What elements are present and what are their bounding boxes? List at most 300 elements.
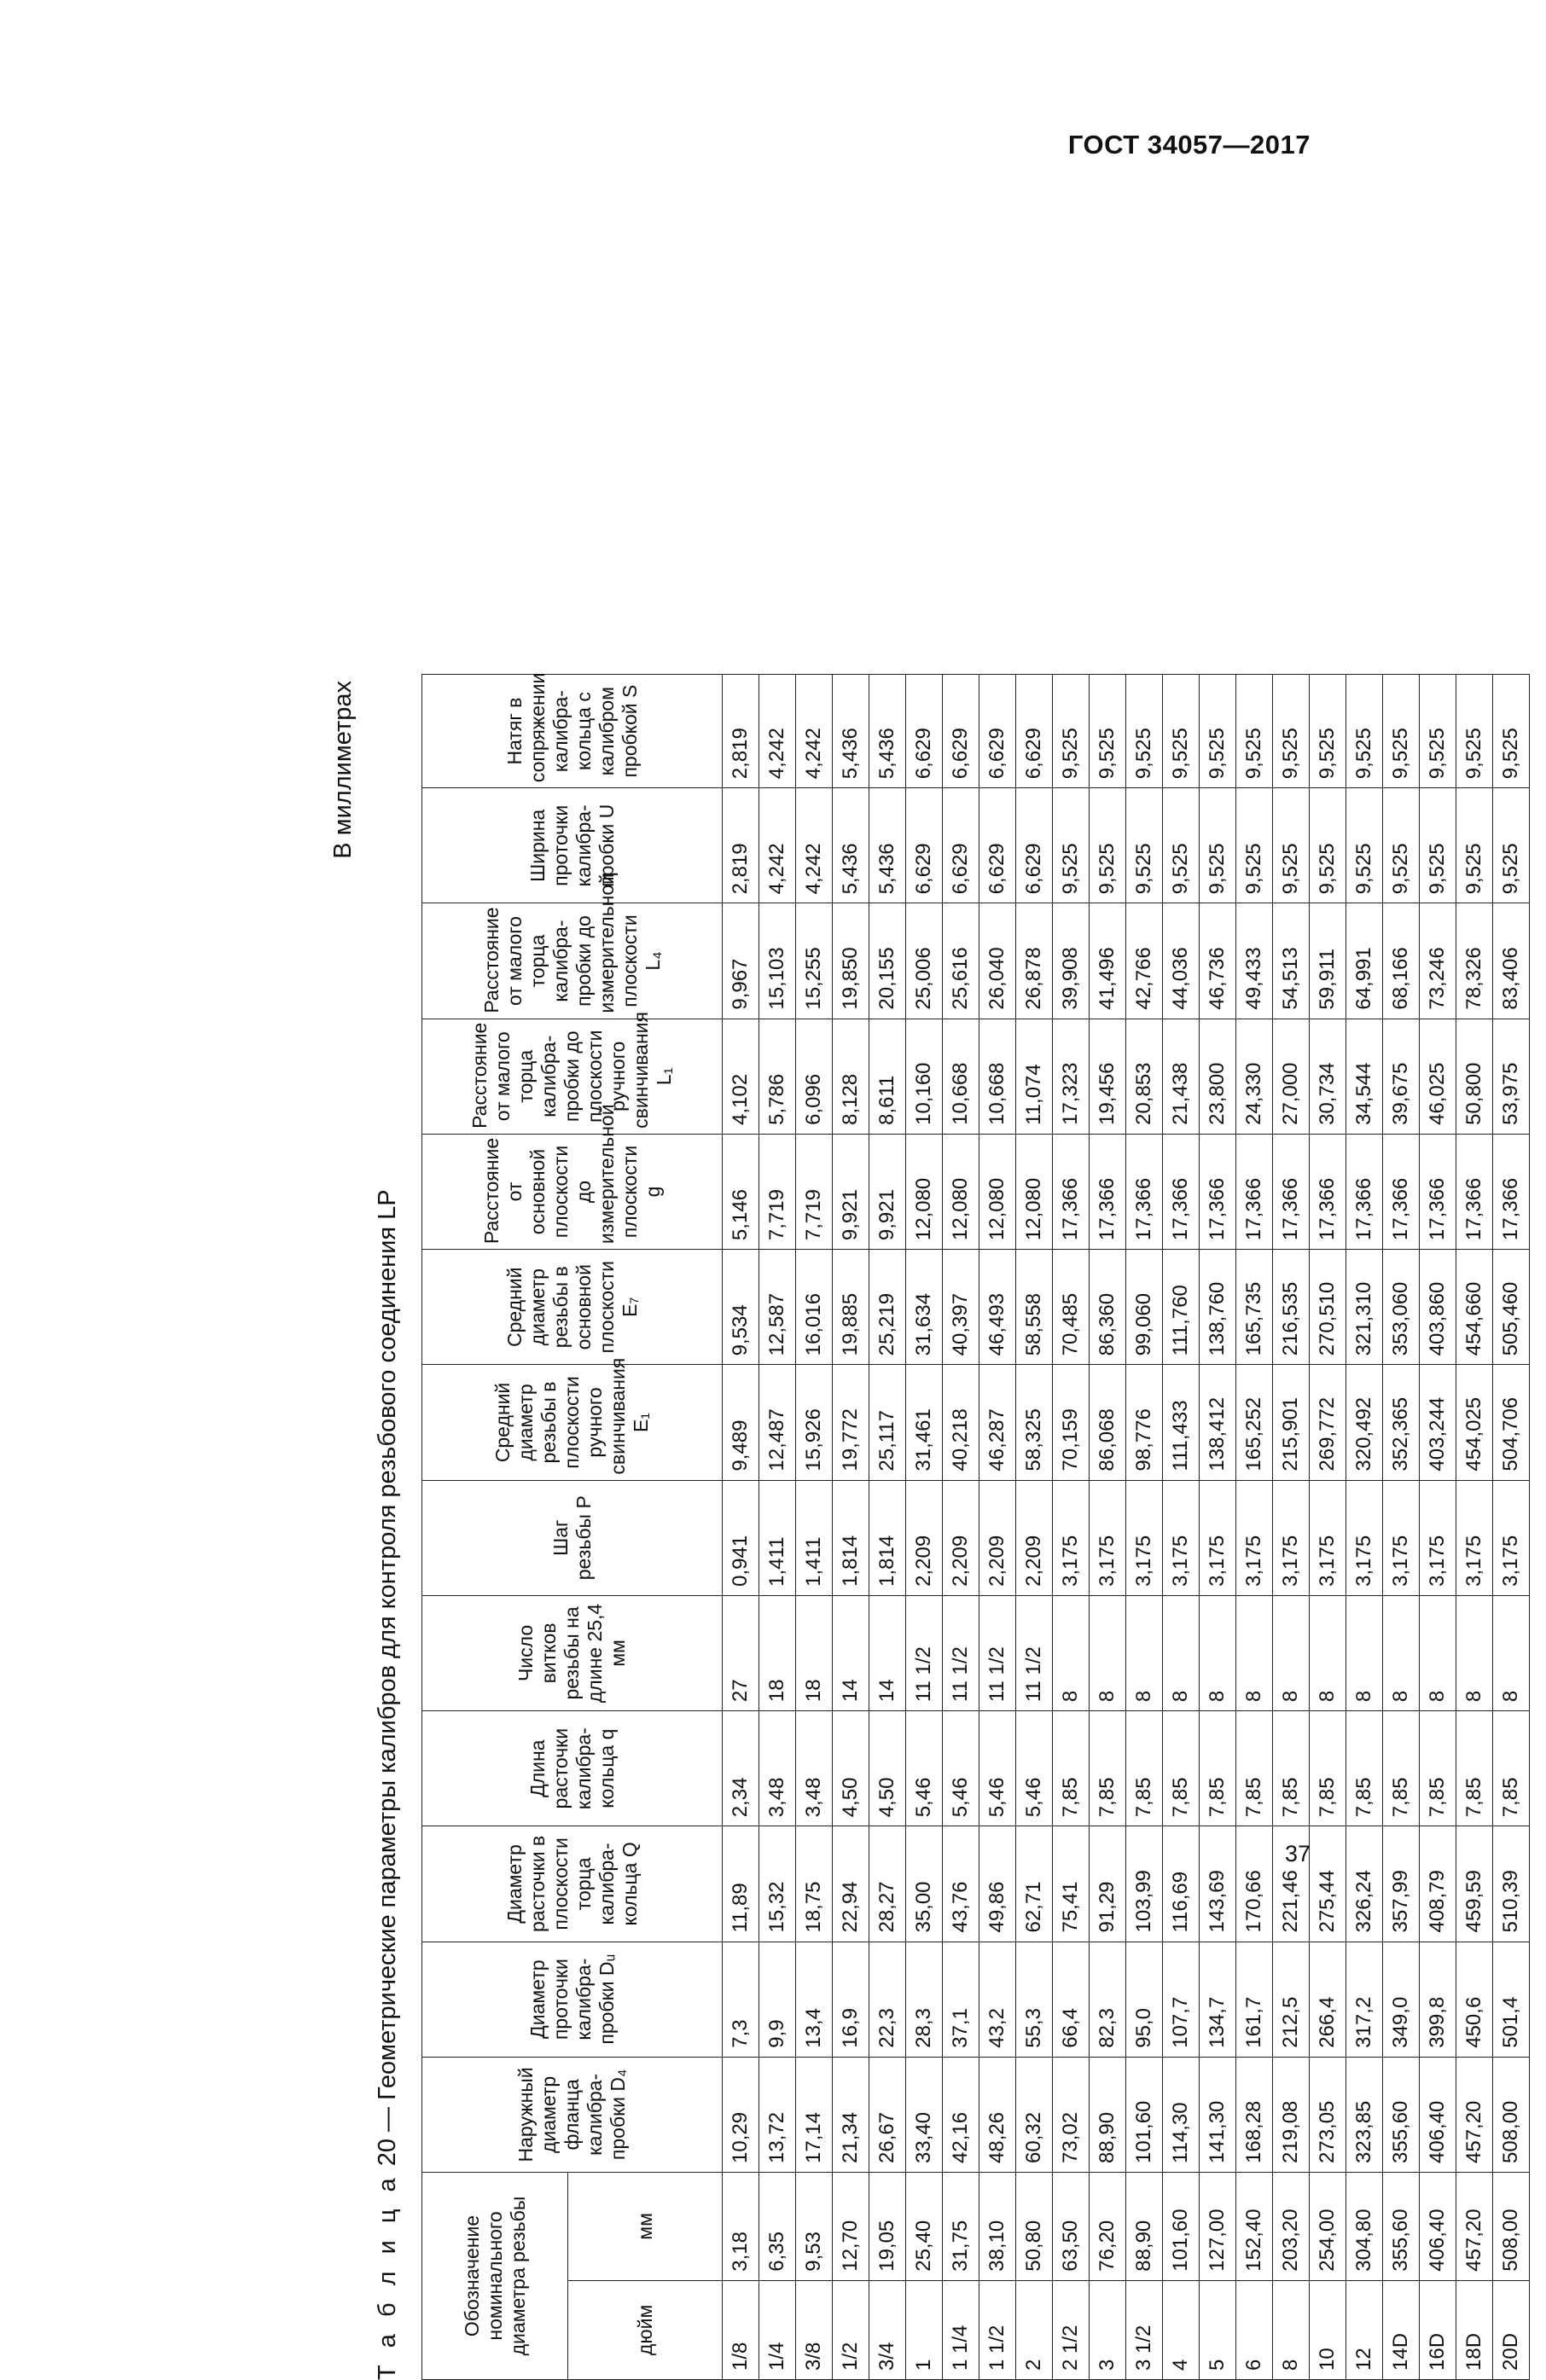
table-cell: 3,175 [1053,1480,1090,1595]
table-cell: 8 [1126,1595,1163,1710]
table-cell: 43,2 [979,1942,1016,2057]
header-c11: Расстояние от малого торца калибра-пробки до измерительной плоскости L₄ [422,903,723,1019]
header-c2: Диаметр проточки калибра-пробки Dᵤ [422,1942,723,2057]
table-cell: 215,901 [1273,1365,1310,1480]
header-c5: Число витков резьбы на длине 25,4 мм [422,1595,723,1710]
table-cell: 6,35 [759,2173,796,2281]
table-cell: 1,814 [869,1480,906,1595]
table-cell: 28,27 [869,1826,906,1942]
table-cell: 3,175 [1346,1480,1383,1595]
table-cell: 275,44 [1310,1826,1346,1942]
table-cell: 16,9 [833,1942,869,2057]
header-designation: Обозначение номинального диаметра резьбы [422,2173,568,2380]
table-cell: 10 [1310,2280,1346,2379]
table-cell: 4,50 [869,1711,906,1826]
table-cell: 504,706 [1493,1365,1530,1480]
table-cell: 31,461 [906,1365,943,1480]
table-cell: 17,366 [1420,1134,1456,1249]
table-cell: 2,209 [943,1480,979,1595]
table-cell: 8 [1163,1595,1200,1710]
table-row [1236,675,1273,2380]
table-cell: 17,366 [1456,1134,1493,1249]
table-row [759,675,796,2380]
table-cell: 12,080 [1016,1134,1053,1249]
table-cell: 40,218 [943,1365,979,1480]
table-cell: 18D [1456,2280,1493,2379]
table-cell: 50,800 [1456,1019,1493,1134]
table-cell: 55,3 [1016,1942,1053,2057]
table-cell: 141,30 [1200,2057,1236,2172]
table-cell: 11 1/2 [1016,1595,1053,1710]
table-cell: 8 [1310,1595,1346,1710]
header-c10: Расстояние от малого торца калибра-пробки до плоскости ручного свинчивания L₁ [422,1019,723,1134]
table-cell: 8,611 [869,1019,906,1134]
table-cell: 68,166 [1383,903,1420,1019]
table-cell: 399,8 [1420,1942,1456,2057]
table-cell: 5,436 [833,675,869,788]
table-cell: 269,772 [1310,1365,1346,1480]
table-cell: 3,175 [1420,1480,1456,1595]
table-cell: 3 1/2 [1126,2280,1163,2379]
table-row [1456,675,1493,2380]
table-cell: 26,040 [979,903,1016,1019]
table-cell: 4,242 [759,788,796,903]
table-cell: 1,411 [796,1480,833,1595]
table-cell: 1 1/4 [943,2280,979,2379]
table-cell: 508,00 [1493,2057,1530,2172]
table-cell: 18,75 [796,1826,833,1942]
table-cell: 20D [1493,2280,1530,2379]
table-cell: 6,629 [979,788,1016,903]
table-cell: 3,175 [1090,1480,1126,1595]
table-cell: 3,175 [1493,1480,1530,1595]
table-cell: 25,40 [906,2173,943,2281]
table-row [869,675,906,2380]
table-cell: 8 [1456,1595,1493,1710]
table-cell: 0,941 [723,1480,759,1595]
table-cell: 17,366 [1163,1134,1200,1249]
table-cell: 10,29 [723,2057,759,2172]
table-cell: 4 [1163,2280,1200,2379]
table-cell: 9,53 [796,2173,833,2281]
table-cell: 5,436 [869,675,906,788]
table-row [1346,675,1383,2380]
table-cell: 78,326 [1456,903,1493,1019]
table-cell: 53,975 [1493,1019,1530,1134]
table-cell: 39,675 [1383,1019,1420,1134]
table-cell: 58,325 [1016,1365,1053,1480]
table-cell: 1/4 [759,2280,796,2379]
table-cell: 9,525 [1236,675,1273,788]
table-cell: 43,76 [943,1826,979,1942]
table-row [1200,675,1236,2380]
table-cell: 98,776 [1126,1365,1163,1480]
table-cell: 3,175 [1273,1480,1310,1595]
table-row [1273,675,1310,2380]
table-cell: 59,911 [1310,903,1346,1019]
rotated-table-area [317,674,1546,2380]
table-cell: 138,412 [1200,1365,1236,1480]
table-cell: 134,7 [1200,1942,1236,2057]
table-cell: 5,436 [833,788,869,903]
table-cell: 12,70 [833,2173,869,2281]
table-cell: 2,209 [906,1480,943,1595]
table-cell: 3,175 [1456,1480,1493,1595]
header-c3: Диаметр расточки в плоскости торца калибра-кольца Q [422,1826,723,1942]
table-cell: 17,14 [796,2057,833,2172]
table-cell: 15,926 [796,1365,833,1480]
table-cell: 17,366 [1383,1134,1420,1249]
table-cell: 7,85 [1200,1711,1236,1826]
table-cell: 60,32 [1016,2057,1053,2172]
table-cell: 3/4 [869,2280,906,2379]
table-cell: 3,175 [1383,1480,1420,1595]
table-cell: 20,155 [869,903,906,1019]
table-cell: 127,00 [1200,2173,1236,2281]
table-cell: 19,885 [833,1250,869,1365]
table-cell: 2,819 [723,675,759,788]
table-cell: 15,103 [759,903,796,1019]
table-cell: 3,18 [723,2173,759,2281]
table-cell: 46,025 [1420,1019,1456,1134]
table-cell: 73,02 [1053,2057,1090,2172]
table-cell: 5,46 [1016,1711,1053,1826]
table-cell: 8 [1493,1595,1530,1710]
table-cell: 23,800 [1200,1019,1236,1134]
table-cell: 9,525 [1420,675,1456,788]
table-cell: 9,525 [1200,788,1236,903]
table-cell: 4,242 [796,788,833,903]
table-cell: 9,534 [723,1250,759,1365]
table-cell: 8 [1420,1595,1456,1710]
table-cell: 11 1/2 [906,1595,943,1710]
table-cell: 11,074 [1016,1019,1053,1134]
header-c12: Ширина проточки калибра-пробки U [422,788,723,903]
table-cell: 5,146 [723,1134,759,1249]
table-cell: 9,525 [1310,675,1346,788]
table-cell: 12,080 [943,1134,979,1249]
table-cell: 70,159 [1053,1365,1090,1480]
table-cell: 9,489 [723,1365,759,1480]
table-cell: 326,24 [1346,1826,1383,1942]
table-cell: 44,036 [1163,903,1200,1019]
table-cell: 25,006 [906,903,943,1019]
header-c8: Средний диаметр резьбы в основной плоскости E₇ [422,1250,723,1365]
table-cell: 7,85 [1456,1711,1493,1826]
table-cell: 34,544 [1346,1019,1383,1134]
table-cell: 76,20 [1090,2173,1126,2281]
table-cell: 353,060 [1383,1250,1420,1365]
table-cell: 7,85 [1126,1711,1163,1826]
table-cell: 26,878 [1016,903,1053,1019]
page-number: 37 [1284,1841,1311,1866]
table-cell: 2,34 [723,1711,759,1826]
table-cell: 6,629 [1016,675,1053,788]
table-cell: 165,735 [1236,1250,1273,1365]
table-cell: 15,255 [796,903,833,1019]
table-cell: 49,86 [979,1826,1016,1942]
table-cell: 19,456 [1090,1019,1126,1134]
table-cell: 10,668 [943,1019,979,1134]
table-cell: 403,860 [1420,1250,1456,1365]
table-cell: 38,10 [979,2173,1016,2281]
table-cell: 266,4 [1310,1942,1346,2057]
table-cell: 3/8 [796,2280,833,2379]
table-cell: 352,365 [1383,1365,1420,1480]
header-inch: дюйм [568,2280,723,2379]
table-row [1090,675,1126,2380]
table-cell: 5,46 [943,1711,979,1826]
gauge-parameters-table [421,674,1530,2380]
table-cell: 86,068 [1090,1365,1126,1480]
table-cell: 17,366 [1310,1134,1346,1249]
table-cell: 254,00 [1310,2173,1346,2281]
table-cell: 2,819 [723,788,759,903]
header-mm: мм [568,2173,723,2281]
table-cell: 9,525 [1493,788,1530,903]
table-cell: 7,3 [723,1942,759,2057]
table-cell: 1/2 [833,2280,869,2379]
table-cell: 4,102 [723,1019,759,1134]
table-cell: 14 [833,1595,869,1710]
table-cell: 9,525 [1126,675,1163,788]
table-cell: 37,1 [943,1942,979,2057]
table-cell: 10,668 [979,1019,1016,1134]
table-cell: 457,20 [1456,2173,1493,2281]
table-cell: 9,525 [1053,675,1090,788]
table-cell: 42,766 [1126,903,1163,1019]
table-body [723,675,1530,2380]
table-cell: 91,29 [1090,1826,1126,1942]
table-cell: 9,525 [1090,788,1126,903]
table-cell: 101,60 [1126,2057,1163,2172]
table-cell: 216,535 [1273,1250,1310,1365]
table-cell: 46,287 [979,1365,1016,1480]
table-cell: 9,525 [1200,675,1236,788]
table-cell: 14D [1383,2280,1420,2379]
table-cell: 46,736 [1200,903,1236,1019]
table-cell: 54,513 [1273,903,1310,1019]
table-cell: 321,310 [1346,1250,1383,1365]
table-row [1163,675,1200,2380]
table-cell: 7,85 [1236,1711,1273,1826]
table-cell: 9,525 [1456,788,1493,903]
header-c9: Расстояние от основной плоскости до измерительной плоскости g [422,1134,723,1249]
units-note: В миллиметрах [329,681,357,859]
table-cell: 7,85 [1310,1711,1346,1826]
table-cell: 26,67 [869,2057,906,2172]
table-cell: 9,525 [1383,675,1420,788]
table-cell: 501,4 [1493,1942,1530,2057]
table-cell: 349,0 [1383,1942,1420,2057]
table-cell: 19,772 [833,1365,869,1480]
table-cell: 3 [1090,2280,1126,2379]
table-cell: 9,9 [759,1942,796,2057]
table-cell: 165,252 [1236,1365,1273,1480]
table-cell: 99,060 [1126,1250,1163,1365]
table-cell: 40,397 [943,1250,979,1365]
table-cell: 1 [906,2280,943,2379]
table-cell: 1/8 [723,2280,759,2379]
table-cell: 505,460 [1493,1250,1530,1365]
table-cell: 8 [1383,1595,1420,1710]
table-cell: 21,34 [833,2057,869,2172]
table-cell: 8 [1053,1595,1090,1710]
table-cell: 8 [1200,1595,1236,1710]
table-cell: 7,85 [1493,1711,1530,1826]
table-cell: 5,46 [906,1711,943,1826]
table-cell: 9,525 [1053,788,1090,903]
table-cell: 152,40 [1236,2173,1273,2281]
table-cell: 6 [1236,2280,1273,2379]
table-cell: 161,7 [1236,1942,1273,2057]
table-cell: 107,7 [1163,1942,1200,2057]
table-cell: 323,85 [1346,2057,1383,2172]
table-cell: 75,41 [1053,1826,1090,1942]
table-cell: 8 [1346,1595,1383,1710]
table-cell: 24,330 [1236,1019,1273,1134]
table-cell: 114,30 [1163,2057,1200,2172]
table-cell: 6,629 [979,675,1016,788]
table-row [1016,675,1053,2380]
table-cell: 66,4 [1053,1942,1090,2057]
table-row [1383,675,1420,2380]
table-cell: 6,629 [943,788,979,903]
table-cell: 64,991 [1346,903,1383,1019]
table-cell: 4,242 [759,675,796,788]
table-cell: 508,00 [1493,2173,1530,2281]
table-cell: 9,525 [1126,788,1163,903]
table-cell: 25,117 [869,1365,906,1480]
table-cell: 355,60 [1383,2173,1420,2281]
table-cell: 203,20 [1273,2173,1310,2281]
table-cell: 18 [759,1595,796,1710]
table-cell: 7,85 [1090,1711,1126,1826]
table-cell: 320,492 [1346,1365,1383,1480]
table-cell: 27 [723,1595,759,1710]
table-cell: 1,411 [759,1480,796,1595]
table-cell: 111,760 [1163,1250,1200,1365]
table-row [1420,675,1456,2380]
table-cell: 450,6 [1456,1942,1493,2057]
table-cell: 30,734 [1310,1019,1346,1134]
table-cell: 170,66 [1236,1826,1273,1942]
table-cell: 406,40 [1420,2173,1456,2281]
table-cell: 9,525 [1493,675,1530,788]
table-cell: 11,89 [723,1826,759,1942]
table-row [1053,675,1090,2380]
table-cell: 168,28 [1236,2057,1273,2172]
table-cell: 101,60 [1163,2173,1200,2281]
table-cell: 7,719 [759,1134,796,1249]
table-cell: 13,72 [759,2057,796,2172]
table-cell: 19,05 [869,2173,906,2281]
table-cell: 17,366 [1200,1134,1236,1249]
table-cell: 9,525 [1346,675,1383,788]
table-cell: 9,525 [1383,788,1420,903]
table-cell: 17,366 [1346,1134,1383,1249]
table-cell: 2,209 [979,1480,1016,1595]
table-cell: 25,616 [943,903,979,1019]
table-row [1126,675,1163,2380]
table-cell: 15,32 [759,1826,796,1942]
table-row [943,675,979,2380]
table-cell: 33,40 [906,2057,943,2172]
table-cell: 143,69 [1200,1826,1236,1942]
table-cell: 221,46 [1273,1826,1310,1942]
table-cell: 25,219 [869,1250,906,1365]
table-cell: 13,4 [796,1942,833,2057]
table-cell: 86,360 [1090,1250,1126,1365]
caption-label: Т а б л и ц а [374,2173,401,2380]
caption-text: 20 — Геометрические параметры калибров для контроля резьбового соединения LP [374,1189,401,2167]
table-cell: 6,096 [796,1019,833,1134]
table-cell: 138,760 [1200,1250,1236,1365]
table-cell: 35,00 [906,1826,943,1942]
table-cell: 3,175 [1236,1480,1273,1595]
table-cell: 5,786 [759,1019,796,1134]
table-cell: 46,493 [979,1250,1016,1365]
header-c4: Длина расточки калибра-кольца q [422,1711,723,1826]
table-cell: 49,433 [1236,903,1273,1019]
table-cell: 17,323 [1053,1019,1090,1134]
table-cell: 9,525 [1273,675,1310,788]
table-cell: 3,48 [796,1711,833,1826]
table-cell: 41,496 [1090,903,1126,1019]
table-cell: 8 [1090,1595,1126,1710]
table-cell: 31,75 [943,2173,979,2281]
table-cell: 9,525 [1273,788,1310,903]
table-cell: 4,50 [833,1711,869,1826]
table-cell: 7,85 [1163,1711,1200,1826]
table-cell: 7,85 [1053,1711,1090,1826]
table-cell: 12,080 [906,1134,943,1249]
header-c7: Средний диаметр резьбы в плоскости ручного свинчивания E₁ [422,1365,723,1480]
header-c13: Натяг в сопряжении калибра-кольца с калибром пробкой S [422,675,723,788]
table-cell: 111,433 [1163,1365,1200,1480]
table-cell: 270,510 [1310,1250,1346,1365]
table-cell: 6,629 [943,675,979,788]
table-cell: 18 [796,1595,833,1710]
table-cell: 9,525 [1236,788,1273,903]
table-cell: 70,485 [1053,1250,1090,1365]
table-cell: 17,366 [1273,1134,1310,1249]
table-cell: 7,719 [796,1134,833,1249]
table-cell: 5,46 [979,1711,1016,1826]
table-cell: 50,80 [1016,2173,1053,2281]
table-cell: 355,60 [1383,2057,1420,2172]
table-cell: 3,175 [1126,1480,1163,1595]
table-cell: 7,85 [1383,1711,1420,1826]
table-cell: 21,438 [1163,1019,1200,1134]
table-cell: 8 [1236,1595,1273,1710]
table-cell: 3,48 [759,1711,796,1826]
table-cell: 17,366 [1090,1134,1126,1249]
table-cell: 454,025 [1456,1365,1493,1480]
table-cell: 20,853 [1126,1019,1163,1134]
table-cell: 2 1/2 [1053,2280,1090,2379]
table-cell: 1 1/2 [979,2280,1016,2379]
table-cell: 9,525 [1090,675,1126,788]
table-cell: 8,128 [833,1019,869,1134]
table-row [1493,675,1530,2380]
table-cell: 408,79 [1420,1826,1456,1942]
table-cell: 7,85 [1346,1711,1383,1826]
table-cell: 42,16 [943,2057,979,2172]
table-cell: 16,016 [796,1250,833,1365]
table-cell: 14 [869,1595,906,1710]
table-cell: 219,08 [1273,2057,1310,2172]
